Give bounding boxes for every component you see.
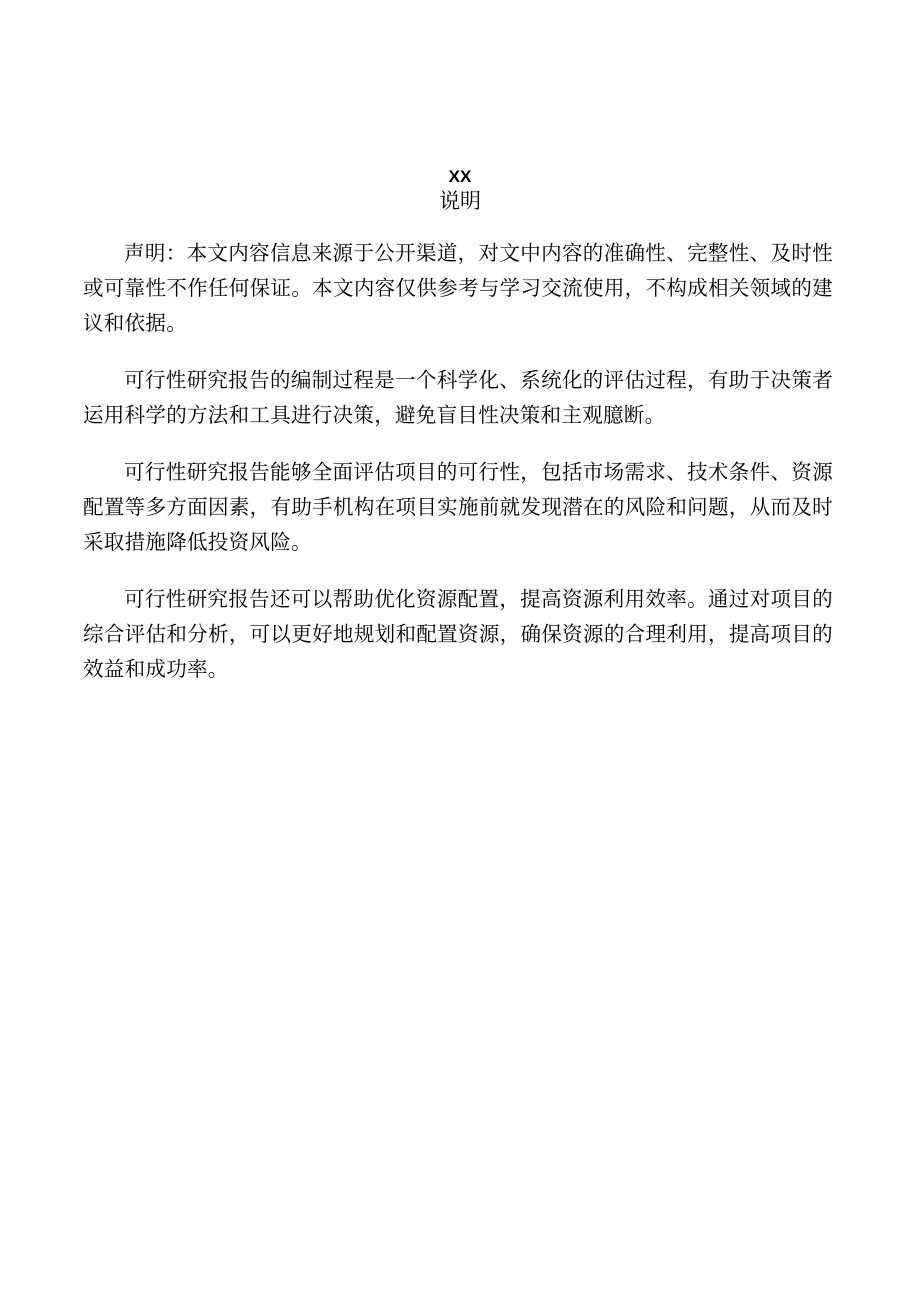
- document-subtitle: 说明: [439, 189, 481, 213]
- disclaimer-paragraph: 声明：本文内容信息来源于公开渠道，对文中内容的准确性、完整性、及时性或可靠性不作任何保证。本文内容仅供参考与学习交流使用，不构成相关领域的建议和依据。: [83, 241, 833, 335]
- body-paragraph: 可行性研究报告的编制过程是一个科学化、系统化的评估过程，有助于决策者运用科学的方法和工具进行决策，避免盲目性决策和主观臆断。: [83, 368, 833, 427]
- body-paragraph: 可行性研究报告能够全面评估项目的可行性，包括市场需求、技术条件、资源配置等多方面因素，有助手机构在项目实施前就发现潜在的风险和问题，从而及时采取措施降低投资风险。: [83, 460, 833, 554]
- body-paragraph: 可行性研究报告还可以帮助优化资源配置，提高资源利用效率。通过对项目的综合评估和分析，可以更好地规划和配置资源，确保资源的合理利用，提高项目的效益和成功率。: [83, 587, 833, 681]
- document-title: XX: [448, 167, 472, 186]
- document-body: [83, 236, 833, 709]
